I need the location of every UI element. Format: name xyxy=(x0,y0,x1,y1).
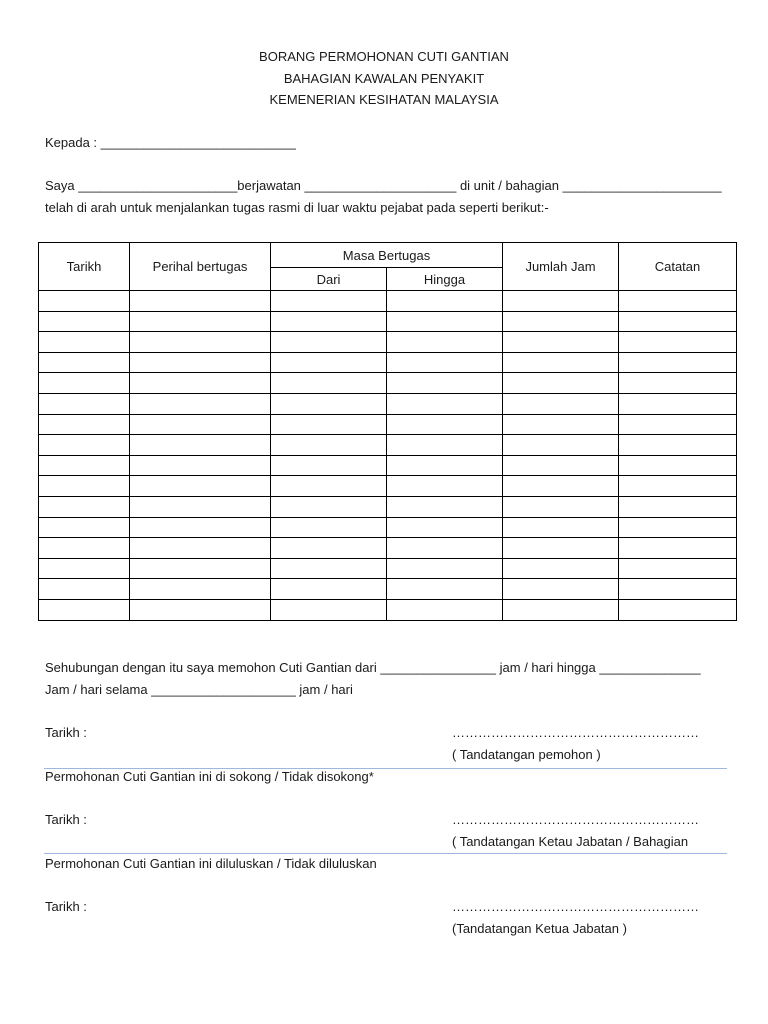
table-cell[interactable] xyxy=(39,373,130,394)
support-text: Permohonan Cuti Gantian ini di sokong / Tidak disokong* xyxy=(45,769,374,784)
table-cell[interactable] xyxy=(130,352,271,373)
table-cell[interactable] xyxy=(130,558,271,579)
table-cell[interactable] xyxy=(503,373,619,394)
table-cell[interactable] xyxy=(39,435,130,456)
table-cell[interactable] xyxy=(503,538,619,559)
table-cell[interactable] xyxy=(387,538,503,559)
table-row xyxy=(39,579,737,600)
table-cell[interactable] xyxy=(619,291,737,312)
table-cell[interactable] xyxy=(39,332,130,353)
table-cell[interactable] xyxy=(619,311,737,332)
table-row xyxy=(39,393,737,414)
date-label-applicant: Tarikh : xyxy=(45,725,87,740)
table-cell[interactable] xyxy=(271,538,387,559)
table-cell[interactable] xyxy=(271,599,387,620)
table-cell[interactable] xyxy=(619,352,737,373)
table-cell[interactable] xyxy=(387,352,503,373)
table-cell[interactable] xyxy=(39,476,130,497)
request-line-1: Sehubungan dengan itu saya memohon Cuti Gantian dari ________________ jam / hari hingga ______________ xyxy=(45,660,701,675)
duty-table xyxy=(38,242,737,621)
table-cell[interactable] xyxy=(39,393,130,414)
table-cell[interactable] xyxy=(503,455,619,476)
table-cell[interactable] xyxy=(619,599,737,620)
table-cell[interactable] xyxy=(271,291,387,312)
table-cell[interactable] xyxy=(619,496,737,517)
table-cell[interactable] xyxy=(619,332,737,353)
table-row xyxy=(39,352,737,373)
table-cell[interactable] xyxy=(503,352,619,373)
table-cell[interactable] xyxy=(130,373,271,394)
table-cell[interactable] xyxy=(503,332,619,353)
table-cell[interactable] xyxy=(503,558,619,579)
table-cell[interactable] xyxy=(619,558,737,579)
table-cell[interactable] xyxy=(39,579,130,600)
approval-text: Permohonan Cuti Gantian ini diluluskan / Tidak diluluskan xyxy=(45,856,377,871)
intro-line-1: Saya ______________________berjawatan _____________________ di unit / bahagian ______________________ xyxy=(45,178,722,193)
table-cell[interactable] xyxy=(503,517,619,538)
table-row xyxy=(39,496,737,517)
table-row xyxy=(39,599,737,620)
table-cell[interactable] xyxy=(387,599,503,620)
table-row xyxy=(39,538,737,559)
date-label-supporter: Tarikh : xyxy=(45,812,87,827)
signature-caption-approver: (Tandatangan Ketua Jabatan ) xyxy=(452,921,627,936)
table-row xyxy=(39,311,737,332)
table-cell[interactable] xyxy=(503,435,619,456)
table-cell[interactable] xyxy=(271,476,387,497)
division-name: BAHAGIAN KAWALAN PENYAKIT xyxy=(283,71,485,86)
table-cell[interactable] xyxy=(387,414,503,435)
table-cell[interactable] xyxy=(503,414,619,435)
table-row xyxy=(39,373,737,394)
table-cell[interactable] xyxy=(39,311,130,332)
table-cell[interactable] xyxy=(619,435,737,456)
table-row xyxy=(39,332,737,353)
table-cell[interactable] xyxy=(387,476,503,497)
table-cell[interactable] xyxy=(130,599,271,620)
table-cell[interactable] xyxy=(130,455,271,476)
header-dari: Dari xyxy=(271,268,387,291)
header-hingga: Hingga xyxy=(387,268,503,291)
table-cell[interactable] xyxy=(619,476,737,497)
table-cell[interactable] xyxy=(271,579,387,600)
table-row xyxy=(39,455,737,476)
table-cell[interactable] xyxy=(619,414,737,435)
table-cell[interactable] xyxy=(387,558,503,579)
table-cell[interactable] xyxy=(503,579,619,600)
table-cell[interactable] xyxy=(619,455,737,476)
table-cell[interactable] xyxy=(387,455,503,476)
signature-line-approver: ………………………………………………… xyxy=(452,899,699,914)
table-cell[interactable] xyxy=(39,455,130,476)
header-catatan: Catatan xyxy=(619,243,737,291)
table-cell[interactable] xyxy=(271,435,387,456)
table-cell[interactable] xyxy=(387,291,503,312)
table-cell[interactable] xyxy=(271,332,387,353)
table-cell[interactable] xyxy=(619,373,737,394)
table-cell[interactable] xyxy=(387,579,503,600)
table-cell[interactable] xyxy=(271,517,387,538)
table-cell[interactable] xyxy=(130,291,271,312)
header-masa-bertugas: Masa Bertugas xyxy=(271,243,503,268)
header-jumlah-jam: Jumlah Jam xyxy=(503,243,619,291)
signature-line-supporter: ………………………………………………… xyxy=(452,812,699,827)
table-cell[interactable] xyxy=(39,558,130,579)
table-cell[interactable] xyxy=(619,517,737,538)
table-cell[interactable] xyxy=(387,373,503,394)
table-cell[interactable] xyxy=(387,496,503,517)
table-cell[interactable] xyxy=(271,352,387,373)
table-cell[interactable] xyxy=(271,311,387,332)
table-cell[interactable] xyxy=(271,496,387,517)
table-cell[interactable] xyxy=(271,373,387,394)
divider-2 xyxy=(44,853,727,854)
table-cell[interactable] xyxy=(503,311,619,332)
signature-caption-applicant: ( Tandatangan pemohon ) xyxy=(452,747,601,762)
table-cell[interactable] xyxy=(387,517,503,538)
table-cell[interactable] xyxy=(130,517,271,538)
table-cell[interactable] xyxy=(271,455,387,476)
table-cell[interactable] xyxy=(130,496,271,517)
table-cell[interactable] xyxy=(130,538,271,559)
table-row xyxy=(39,558,737,579)
table-cell[interactable] xyxy=(503,476,619,497)
table-row xyxy=(39,517,737,538)
table-cell[interactable] xyxy=(130,332,271,353)
table-cell[interactable] xyxy=(130,311,271,332)
table-cell[interactable] xyxy=(39,496,130,517)
table-cell[interactable] xyxy=(271,393,387,414)
table-cell[interactable] xyxy=(619,579,737,600)
table-cell[interactable] xyxy=(619,538,737,559)
table-cell[interactable] xyxy=(271,414,387,435)
intro-line-2: telah di arah untuk menjalankan tugas rasmi di luar waktu pejabat pada seperti berikut:- xyxy=(45,200,549,215)
date-label-approver: Tarikh : xyxy=(45,899,87,914)
form-title: BORANG PERMOHONAN CUTI GANTIAN xyxy=(259,49,509,64)
table-cell[interactable] xyxy=(503,599,619,620)
header-tarikh: Tarikh xyxy=(39,243,130,291)
table-cell[interactable] xyxy=(130,579,271,600)
table-cell[interactable] xyxy=(39,352,130,373)
table-cell[interactable] xyxy=(39,538,130,559)
table-cell[interactable] xyxy=(130,435,271,456)
table-cell[interactable] xyxy=(39,599,130,620)
ministry-name: KEMENERIAN KESIHATAN MALAYSIA xyxy=(269,92,499,107)
table-cell[interactable] xyxy=(130,414,271,435)
table-cell[interactable] xyxy=(619,393,737,414)
table-cell[interactable] xyxy=(130,393,271,414)
signature-line-applicant: ………………………………………………… xyxy=(452,725,699,740)
table-row xyxy=(39,414,737,435)
table-row xyxy=(39,435,737,456)
table-cell[interactable] xyxy=(39,291,130,312)
table-cell[interactable] xyxy=(387,332,503,353)
signature-caption-supporter: ( Tandatangan Ketau Jabatan / Bahagian xyxy=(452,834,689,849)
table-cell[interactable] xyxy=(387,393,503,414)
table-cell[interactable] xyxy=(503,496,619,517)
table-cell[interactable] xyxy=(271,558,387,579)
kepada-field: Kepada : ___________________________ xyxy=(45,135,296,150)
table-cell[interactable] xyxy=(503,291,619,312)
table-cell[interactable] xyxy=(130,476,271,497)
header-perihal: Perihal bertugas xyxy=(130,243,271,291)
table-cell[interactable] xyxy=(387,311,503,332)
request-line-2: Jam / hari selama ____________________ jam / hari xyxy=(45,682,353,697)
table-row xyxy=(39,476,737,497)
table-cell[interactable] xyxy=(39,414,130,435)
table-cell[interactable] xyxy=(387,435,503,456)
table-cell[interactable] xyxy=(39,517,130,538)
table-cell[interactable] xyxy=(503,393,619,414)
table-row xyxy=(39,291,737,312)
